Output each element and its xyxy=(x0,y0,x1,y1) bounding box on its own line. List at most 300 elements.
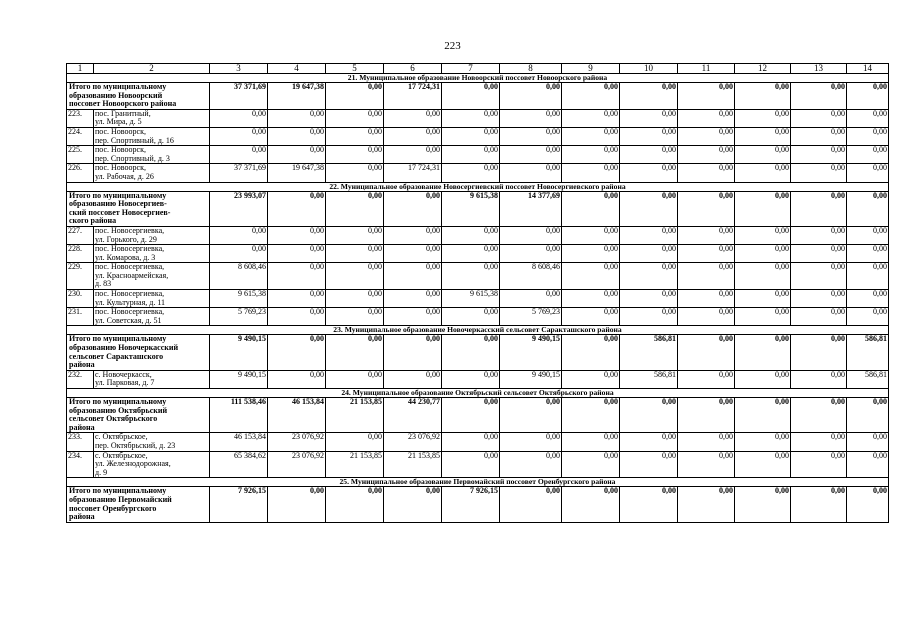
value-cell: 0,00 xyxy=(326,263,384,290)
value-cell: 0,00 xyxy=(791,308,847,326)
value-cell: 0,00 xyxy=(620,109,678,127)
value-cell: 21 153,85 xyxy=(326,451,384,478)
value-cell: 0,00 xyxy=(268,226,326,244)
total-label-line: сельсовет Октябрьского xyxy=(69,414,158,424)
value-cell: 0,00 xyxy=(791,433,847,451)
value-cell: 0,00 xyxy=(791,127,847,145)
address-cell xyxy=(94,127,210,145)
total-label-line: района xyxy=(69,360,95,370)
total-value-cell: 0,00 xyxy=(384,335,442,370)
value-cell: 21 153,85 xyxy=(384,451,442,478)
total-value-cell: 19 647,38 xyxy=(268,83,326,110)
value-cell: 0,00 xyxy=(620,433,678,451)
address-line: пос. Новосергиевка, xyxy=(95,289,165,299)
total-value-cell: 9 490,15 xyxy=(500,335,562,370)
value-cell: 0,00 xyxy=(384,308,442,326)
value-cell: 0,00 xyxy=(268,308,326,326)
row-index: 223. xyxy=(67,109,94,127)
address-cell xyxy=(94,451,210,478)
value-cell: 0,00 xyxy=(847,164,889,182)
address-line: ул. Железнодорожная, xyxy=(95,459,171,469)
total-label-line: ский поссовет Новосергиев- xyxy=(69,207,171,217)
value-cell: 0,00 xyxy=(384,146,442,164)
address-line: ул. Мира, д. 5 xyxy=(95,117,142,127)
value-cell: 17 724,31 xyxy=(384,164,442,182)
total-label xyxy=(67,487,210,522)
value-cell: 0,00 xyxy=(268,127,326,145)
total-value-cell: 0,00 xyxy=(442,398,500,433)
total-value-cell: 0,00 xyxy=(620,83,678,110)
address-cell xyxy=(94,308,210,326)
value-cell: 0,00 xyxy=(326,370,384,388)
address-cell xyxy=(94,245,210,263)
total-value-cell: 14 377,69 xyxy=(500,191,562,226)
value-cell: 0,00 xyxy=(620,127,678,145)
value-cell: 0,00 xyxy=(678,146,735,164)
total-value-cell: 0,00 xyxy=(562,398,620,433)
address-cell xyxy=(94,146,210,164)
value-cell: 0,00 xyxy=(735,308,791,326)
total-label-line: ского района xyxy=(69,216,117,226)
total-value-cell: 0,00 xyxy=(620,398,678,433)
value-cell: 0,00 xyxy=(562,290,620,308)
address-line: ул. Советская, д. 51 xyxy=(95,315,162,325)
section-title-row xyxy=(67,182,889,191)
value-cell: 0,00 xyxy=(442,370,500,388)
value-cell: 9 490,15 xyxy=(210,370,268,388)
total-value-cell: 0,00 xyxy=(326,487,384,522)
total-value-cell: 0,00 xyxy=(678,335,735,370)
address-line: ул. Комарова, д. 3 xyxy=(95,252,156,262)
total-label xyxy=(67,191,210,226)
address-line: пос. Новоорск, xyxy=(95,127,146,136)
value-cell: 0,00 xyxy=(847,127,889,145)
value-cell: 0,00 xyxy=(442,245,500,263)
value-cell: 0,00 xyxy=(384,370,442,388)
table-row xyxy=(67,308,889,326)
total-label-line: поссовет Новоорского района xyxy=(69,99,177,109)
value-cell: 0,00 xyxy=(384,245,442,263)
value-cell: 0,00 xyxy=(562,308,620,326)
value-cell: 0,00 xyxy=(442,146,500,164)
column-header: 13 xyxy=(791,64,847,74)
total-value-cell: 9 615,38 xyxy=(442,191,500,226)
total-label-line: Итого по муниципальному xyxy=(69,397,167,406)
value-cell: 0,00 xyxy=(735,451,791,478)
value-cell: 5 769,23 xyxy=(500,308,562,326)
value-cell: 0,00 xyxy=(268,146,326,164)
column-header: 1 xyxy=(67,64,94,74)
total-label xyxy=(67,335,210,370)
address-line: ул. Горького, д. 29 xyxy=(95,234,157,244)
address-line: с. Октябрьское, xyxy=(95,432,148,442)
table-row xyxy=(67,370,889,388)
value-cell: 0,00 xyxy=(500,226,562,244)
row-index: 234. xyxy=(67,451,94,478)
value-cell: 586,81 xyxy=(620,370,678,388)
section-title: 22. Муниципальное образование Новосергиевский поссовет Новосергиевского района xyxy=(67,182,889,191)
total-value-cell: 0,00 xyxy=(326,83,384,110)
value-cell: 0,00 xyxy=(384,226,442,244)
column-header: 6 xyxy=(384,64,442,74)
address-line: ул. Рабочая, д. 26 xyxy=(95,171,154,181)
total-label-line: Итого по муниципальному xyxy=(69,334,167,344)
value-cell: 0,00 xyxy=(620,290,678,308)
value-cell: 0,00 xyxy=(791,245,847,263)
total-value-cell: 0,00 xyxy=(791,487,847,522)
column-header: 14 xyxy=(847,64,889,74)
address-line: пос. Новосергиевка, xyxy=(95,244,165,254)
value-cell: 0,00 xyxy=(847,451,889,478)
value-cell: 0,00 xyxy=(442,127,500,145)
value-cell: 0,00 xyxy=(562,226,620,244)
value-cell: 0,00 xyxy=(735,164,791,182)
value-cell: 0,00 xyxy=(562,263,620,290)
table-row xyxy=(67,290,889,308)
column-header: 3 xyxy=(210,64,268,74)
value-cell: 0,00 xyxy=(384,263,442,290)
total-value-cell: 0,00 xyxy=(678,191,735,226)
value-cell: 0,00 xyxy=(210,109,268,127)
total-label-line: района xyxy=(69,512,95,522)
value-cell: 0,00 xyxy=(847,290,889,308)
value-cell: 0,00 xyxy=(562,433,620,451)
value-cell: 0,00 xyxy=(678,308,735,326)
total-value-cell: 111 538,46 xyxy=(210,398,268,433)
value-cell: 0,00 xyxy=(442,109,500,127)
total-label-line: Итого по муниципальному xyxy=(69,82,167,91)
total-value-cell: 0,00 xyxy=(562,191,620,226)
section-title: 25. Муниципальное образование Первомайский поссовет Оренбургского района xyxy=(67,478,889,487)
value-cell: 0,00 xyxy=(210,146,268,164)
value-cell: 9 490,15 xyxy=(500,370,562,388)
value-cell: 0,00 xyxy=(210,226,268,244)
total-value-cell: 0,00 xyxy=(268,191,326,226)
value-cell: 0,00 xyxy=(735,263,791,290)
value-cell: 0,00 xyxy=(678,263,735,290)
value-cell: 0,00 xyxy=(500,109,562,127)
value-cell: 23 076,92 xyxy=(384,433,442,451)
value-cell: 0,00 xyxy=(500,146,562,164)
address-line: д. 9 xyxy=(95,467,108,477)
data-table xyxy=(66,63,889,523)
table-row xyxy=(67,263,889,290)
address-cell xyxy=(94,290,210,308)
value-cell: 0,00 xyxy=(500,245,562,263)
value-cell: 0,00 xyxy=(442,451,500,478)
value-cell: 0,00 xyxy=(678,109,735,127)
value-cell: 0,00 xyxy=(620,226,678,244)
total-value-cell: 7 926,15 xyxy=(442,487,500,522)
value-cell: 9 615,38 xyxy=(210,290,268,308)
value-cell: 0,00 xyxy=(847,308,889,326)
value-cell: 23 076,92 xyxy=(268,451,326,478)
value-cell: 0,00 xyxy=(620,451,678,478)
total-label-line: образованию Первомайский xyxy=(69,494,172,504)
section-title: 24. Муниципальное образование Октябрьский сельсовет Октябрьского района xyxy=(67,389,889,398)
total-value-cell: 0,00 xyxy=(791,335,847,370)
value-cell: 0,00 xyxy=(791,146,847,164)
value-cell: 0,00 xyxy=(500,290,562,308)
value-cell: 0,00 xyxy=(847,109,889,127)
value-cell: 0,00 xyxy=(847,146,889,164)
value-cell: 0,00 xyxy=(735,290,791,308)
column-header: 11 xyxy=(678,64,735,74)
value-cell: 0,00 xyxy=(500,433,562,451)
value-cell: 0,00 xyxy=(326,127,384,145)
total-value-cell: 0,00 xyxy=(620,191,678,226)
total-value-cell: 0,00 xyxy=(562,83,620,110)
section-title-row xyxy=(67,478,889,487)
table-row xyxy=(67,451,889,478)
value-cell: 0,00 xyxy=(384,290,442,308)
value-cell: 0,00 xyxy=(678,164,735,182)
row-index: 232. xyxy=(67,370,94,388)
section-title: 23. Муниципальное образование Новочеркасский сельсовет Саракташского района xyxy=(67,326,889,335)
total-row xyxy=(67,335,889,370)
row-index: 233. xyxy=(67,433,94,451)
value-cell: 0,00 xyxy=(268,109,326,127)
value-cell: 0,00 xyxy=(678,370,735,388)
table-row xyxy=(67,109,889,127)
value-cell: 0,00 xyxy=(442,164,500,182)
value-cell: 0,00 xyxy=(384,109,442,127)
total-label xyxy=(67,398,210,433)
address-line: пос. Гранитный, xyxy=(95,109,151,118)
value-cell: 37 371,69 xyxy=(210,164,268,182)
value-cell: 0,00 xyxy=(326,146,384,164)
value-cell: 0,00 xyxy=(210,245,268,263)
value-cell: 8 608,46 xyxy=(210,263,268,290)
total-value-cell: 0,00 xyxy=(678,487,735,522)
column-header: 9 xyxy=(562,64,620,74)
total-value-cell: 0,00 xyxy=(326,335,384,370)
total-value-cell: 0,00 xyxy=(678,398,735,433)
address-line: пос. Новоорск, xyxy=(95,163,146,173)
total-value-cell: 0,00 xyxy=(735,335,791,370)
section-title-row xyxy=(67,74,889,83)
address-line: д. 83 xyxy=(95,279,112,289)
row-index: 231. xyxy=(67,308,94,326)
table-row xyxy=(67,226,889,244)
value-cell: 0,00 xyxy=(326,308,384,326)
total-value-cell: 37 371,69 xyxy=(210,83,268,110)
address-cell xyxy=(94,433,210,451)
column-header: 2 xyxy=(94,64,210,74)
page-number: 223 xyxy=(444,40,461,52)
value-cell: 0,00 xyxy=(735,146,791,164)
value-cell: 0,00 xyxy=(678,226,735,244)
total-value-cell: 23 993,07 xyxy=(210,191,268,226)
value-cell: 0,00 xyxy=(791,109,847,127)
address-cell xyxy=(94,370,210,388)
value-cell: 0,00 xyxy=(847,433,889,451)
total-value-cell: 0,00 xyxy=(791,398,847,433)
value-cell: 0,00 xyxy=(500,451,562,478)
total-value-cell: 0,00 xyxy=(500,398,562,433)
total-value-cell: 0,00 xyxy=(500,487,562,522)
total-row xyxy=(67,83,889,110)
total-value-cell: 0,00 xyxy=(735,487,791,522)
value-cell: 0,00 xyxy=(562,451,620,478)
value-cell: 0,00 xyxy=(562,127,620,145)
value-cell: 0,00 xyxy=(791,451,847,478)
value-cell: 0,00 xyxy=(847,245,889,263)
value-cell: 0,00 xyxy=(735,127,791,145)
value-cell: 0,00 xyxy=(442,226,500,244)
total-value-cell: 0,00 xyxy=(442,335,500,370)
value-cell: 0,00 xyxy=(620,263,678,290)
value-cell: 0,00 xyxy=(562,245,620,263)
total-label-line: Итого по муниципальному xyxy=(69,191,167,200)
section-title: 21. Муниципальное образование Новоорский поссовет Новоорского района xyxy=(67,74,889,83)
address-cell xyxy=(94,226,210,244)
value-cell: 0,00 xyxy=(562,109,620,127)
value-cell: 46 153,84 xyxy=(210,433,268,451)
total-row xyxy=(67,191,889,226)
value-cell: 0,00 xyxy=(735,370,791,388)
address-line: с. Октябрьское, xyxy=(95,451,148,460)
column-header: 8 xyxy=(500,64,562,74)
value-cell: 0,00 xyxy=(268,263,326,290)
header-row xyxy=(67,64,889,74)
address-line: ул. Парковая, д. 7 xyxy=(95,378,155,388)
total-value-cell: 46 153,84 xyxy=(268,398,326,433)
total-value-cell: 0,00 xyxy=(847,398,889,433)
total-value-cell: 586,81 xyxy=(847,335,889,370)
total-row xyxy=(67,398,889,433)
address-line: пос. Новосергиевка, xyxy=(95,262,165,272)
value-cell: 0,00 xyxy=(326,245,384,263)
row-index: 230. xyxy=(67,290,94,308)
address-line: пер. Спортивный, д. 16 xyxy=(95,135,174,145)
total-value-cell: 17 724,31 xyxy=(384,83,442,110)
table-row xyxy=(67,164,889,182)
column-header: 4 xyxy=(268,64,326,74)
section-title-row xyxy=(67,389,889,398)
total-label-line: образованию Новочеркасский xyxy=(69,343,179,353)
value-cell: 0,00 xyxy=(326,226,384,244)
total-label-line: образованию Новоорский xyxy=(69,90,163,100)
value-cell: 0,00 xyxy=(678,245,735,263)
address-line: пос. Новосергиевка, xyxy=(95,226,165,235)
total-value-cell: 0,00 xyxy=(735,398,791,433)
row-index: 228. xyxy=(67,245,94,263)
total-value-cell: 0,00 xyxy=(735,191,791,226)
value-cell: 0,00 xyxy=(620,146,678,164)
column-header: 12 xyxy=(735,64,791,74)
total-value-cell: 0,00 xyxy=(847,191,889,226)
address-line: пос. Новосергиевка, xyxy=(95,307,165,317)
value-cell: 586,81 xyxy=(847,370,889,388)
value-cell: 9 615,38 xyxy=(442,290,500,308)
value-cell: 0,00 xyxy=(678,127,735,145)
address-line: пер. Спортивный, д. 3 xyxy=(95,153,170,163)
address-line: пер. Октябрьский, д. 23 xyxy=(95,440,176,450)
row-index: 225. xyxy=(67,146,94,164)
total-value-cell: 0,00 xyxy=(678,83,735,110)
total-label-line: района xyxy=(69,422,95,432)
section-title-row xyxy=(67,326,889,335)
value-cell: 0,00 xyxy=(620,245,678,263)
column-header: 5 xyxy=(326,64,384,74)
total-label-line: Итого по муниципальному xyxy=(69,486,167,496)
address-line: ул. Культурная, д. 11 xyxy=(95,297,166,307)
value-cell: 5 769,23 xyxy=(210,308,268,326)
row-index: 224. xyxy=(67,127,94,145)
value-cell: 19 647,38 xyxy=(268,164,326,182)
value-cell: 65 384,62 xyxy=(210,451,268,478)
value-cell: 0,00 xyxy=(562,146,620,164)
value-cell: 0,00 xyxy=(326,164,384,182)
value-cell: 0,00 xyxy=(500,164,562,182)
total-value-cell: 0,00 xyxy=(847,83,889,110)
value-cell: 0,00 xyxy=(735,226,791,244)
total-value-cell: 0,00 xyxy=(442,83,500,110)
address-cell xyxy=(94,164,210,182)
total-value-cell: 9 490,15 xyxy=(210,335,268,370)
value-cell: 0,00 xyxy=(620,308,678,326)
value-cell: 0,00 xyxy=(791,164,847,182)
value-cell: 0,00 xyxy=(442,433,500,451)
total-value-cell: 0,00 xyxy=(384,191,442,226)
total-label-line: поссовет Оренбургского xyxy=(69,503,157,513)
value-cell: 0,00 xyxy=(847,226,889,244)
total-label-line: образованию Новосергиев- xyxy=(69,199,167,209)
row-index: 226. xyxy=(67,164,94,182)
value-cell: 0,00 xyxy=(735,245,791,263)
total-value-cell: 586,81 xyxy=(620,335,678,370)
total-label-line: образованию Октябрьский xyxy=(69,405,168,415)
row-index: 229. xyxy=(67,263,94,290)
value-cell: 0,00 xyxy=(326,433,384,451)
address-line: с. Новочеркасск, xyxy=(95,370,152,379)
value-cell: 0,00 xyxy=(268,245,326,263)
table-row xyxy=(67,245,889,263)
table-row xyxy=(67,146,889,164)
total-label xyxy=(67,83,210,110)
total-value-cell: 0,00 xyxy=(791,191,847,226)
table-row xyxy=(67,127,889,145)
value-cell: 0,00 xyxy=(847,263,889,290)
total-label-line: сельсовет Саракташского xyxy=(69,351,164,361)
value-cell: 0,00 xyxy=(735,433,791,451)
value-cell: 0,00 xyxy=(442,308,500,326)
total-value-cell: 0,00 xyxy=(500,83,562,110)
total-value-cell: 0,00 xyxy=(384,487,442,522)
value-cell: 0,00 xyxy=(791,290,847,308)
total-value-cell: 0,00 xyxy=(562,335,620,370)
total-value-cell: 0,00 xyxy=(268,335,326,370)
total-value-cell: 44 230,77 xyxy=(384,398,442,433)
value-cell: 0,00 xyxy=(384,127,442,145)
value-cell: 0,00 xyxy=(562,164,620,182)
address-cell xyxy=(94,109,210,127)
total-value-cell: 0,00 xyxy=(326,191,384,226)
total-value-cell: 0,00 xyxy=(791,83,847,110)
value-cell: 0,00 xyxy=(620,164,678,182)
value-cell: 23 076,92 xyxy=(268,433,326,451)
address-line: пос. Новоорск, xyxy=(95,145,146,155)
address-cell xyxy=(94,263,210,290)
value-cell: 0,00 xyxy=(678,290,735,308)
column-header: 7 xyxy=(442,64,500,74)
value-cell: 0,00 xyxy=(678,451,735,478)
row-index: 227. xyxy=(67,226,94,244)
column-header: 10 xyxy=(620,64,678,74)
value-cell: 0,00 xyxy=(735,109,791,127)
total-value-cell: 0,00 xyxy=(847,487,889,522)
